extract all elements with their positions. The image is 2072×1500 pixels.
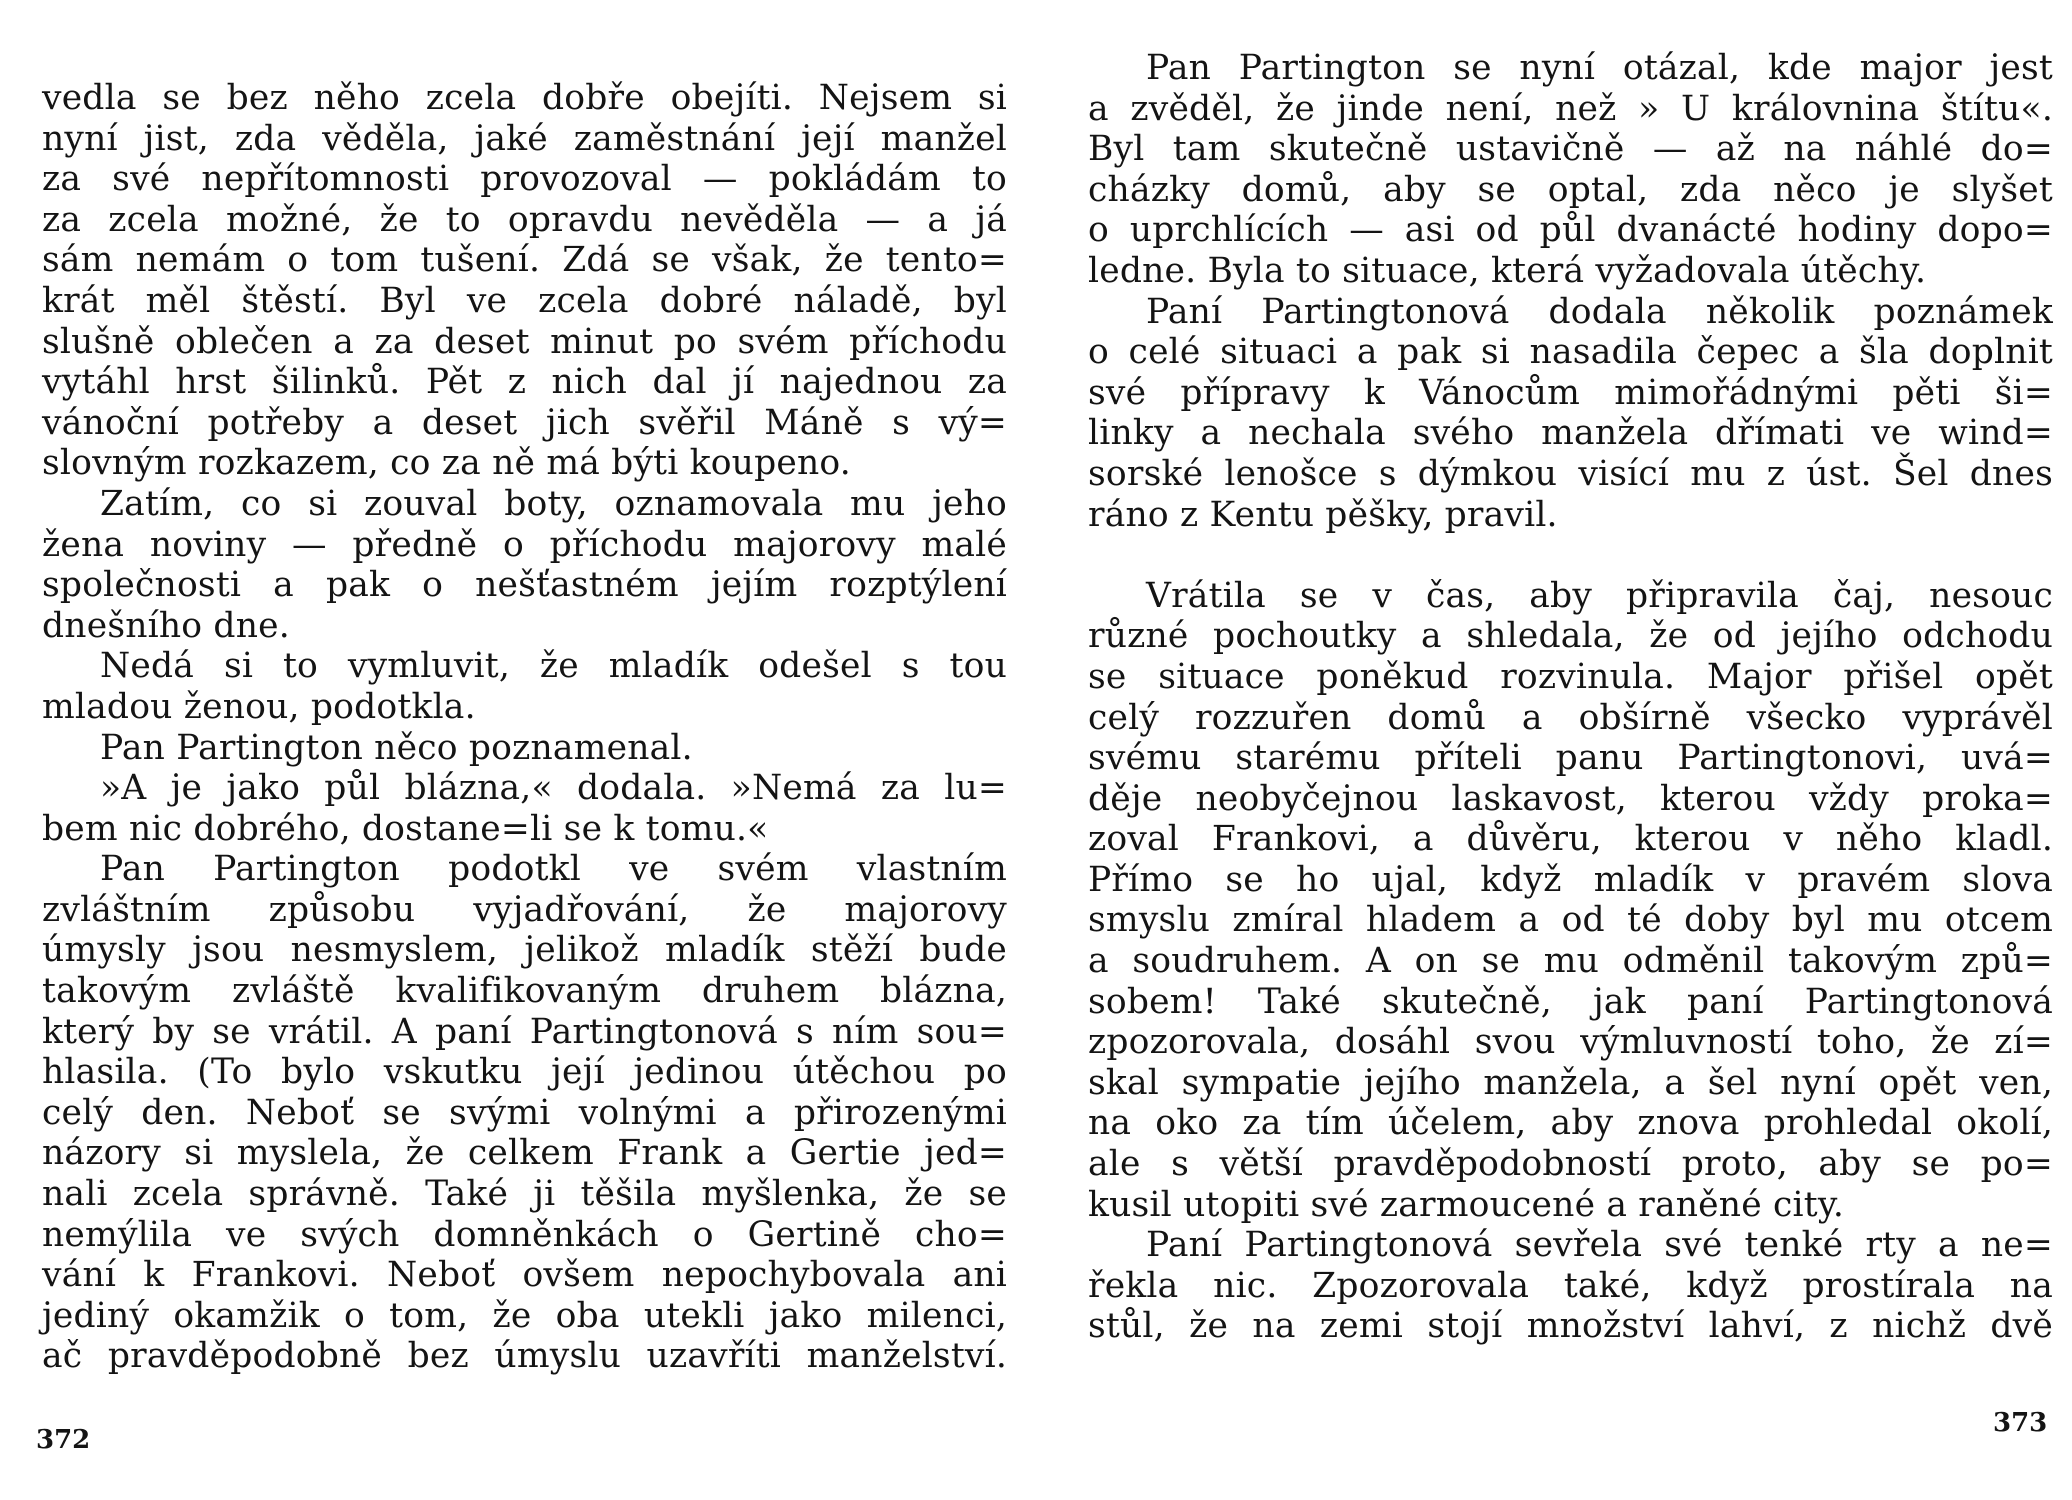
text-line: ráno z Kentu pěšky, pravil. bbox=[1088, 494, 1558, 535]
text-line: vedla se bez něho zcela dobře obejíti. Nejsem si bbox=[42, 78, 1007, 118]
text-line: skal sympatie jejího manžela, a šel nyní opět ven, bbox=[1088, 1062, 2053, 1103]
text-line: nyní jist, zda věděla, jaké zaměstnání její manžel bbox=[42, 118, 1007, 159]
text-line: žena noviny — předně o příchodu majorovy malé bbox=[42, 524, 1007, 565]
text-line: »A je jako půl blázna,« dodala. »Nemá za lu= bbox=[100, 768, 1007, 809]
left-page-text bbox=[42, 78, 1007, 1377]
text-line: o celé situaci a pak si nasadila čepec a šla doplnit bbox=[1088, 332, 2053, 373]
text-line: Vrátila se v čas, aby připravila čaj, nesouc bbox=[1146, 575, 2053, 616]
text-line: cházky domů, aby se optal, zda něco je slyšet bbox=[1088, 169, 2053, 210]
text-line: takovým zvláště kvalifikovaným druhem blázna, bbox=[42, 971, 1007, 1012]
text-line: se situace poněkud rozvinula. Major přišel opět bbox=[1088, 656, 2053, 697]
text-line: a zvěděl, že jinde není, než » U královnina štítu«. bbox=[1088, 88, 2053, 129]
text-line: celý den. Neboť se svými volnými a přirozenými bbox=[42, 1092, 1007, 1133]
text-line: linky a nechala svého manžela dřímati ve wind= bbox=[1088, 413, 2053, 454]
text-line: sobem! Také skutečně, jak paní Partingtonová bbox=[1088, 981, 2053, 1022]
text-line: slušně oblečen a za deset minut po svém příchodu bbox=[42, 321, 1007, 362]
text-line: společnosti a pak o nešťastném jejím rozptýlení bbox=[42, 565, 1007, 606]
text-line: Paní Partingtonová dodala několik poznámek bbox=[1146, 291, 2053, 332]
text-line: za zcela možné, že to opravdu nevěděla — a já bbox=[42, 199, 1007, 240]
text-line: zpozorovala, dosáhl svou výmluvností toho, že zí= bbox=[1088, 1022, 2053, 1063]
text-line: řekla nic. Zpozorovala také, když prostírala na bbox=[1088, 1265, 2053, 1306]
text-line: ale s větší pravděpodobností proto, aby se po= bbox=[1088, 1144, 2053, 1185]
text-line: sorské lenošce s dýmkou visící mu z úst. Šel dnes bbox=[1088, 453, 2053, 494]
text-line: celý rozzuřen domů a obšírně všecko vyprávěl bbox=[1088, 697, 2053, 738]
text-line: vání k Frankovi. Neboť ovšem nepochybovala ani bbox=[42, 1255, 1007, 1296]
text-line: vánoční potřeby a deset jich svěřil Máně s vý= bbox=[42, 402, 1007, 443]
right-page-number: 373 bbox=[1993, 1408, 2048, 1438]
text-line: Nedá si to vymluvit, že mladík odešel s tou bbox=[100, 646, 1007, 687]
text-line: Zatím, co si zouval boty, oznamovala mu jeho bbox=[100, 483, 1007, 524]
text-line: jediný okamžik o tom, že oba utekli jako milenci, bbox=[42, 1295, 1007, 1336]
text-line: krát měl štěstí. Byl ve zcela dobré náladě, byl bbox=[42, 280, 1007, 321]
text-line: Pan Partington podotkl ve svém vlastním bbox=[100, 849, 1007, 890]
right-page bbox=[1036, 0, 2072, 1500]
text-line: názory si myslela, že celkem Frank a Gertie jed= bbox=[42, 1133, 1007, 1174]
text-line: Přímo se ho ujal, když mladík v pravém slova bbox=[1088, 859, 2053, 900]
text-line: bem nic dobrého, dostane=li se k tomu.« bbox=[42, 808, 769, 849]
text-line: zoval Frankovi, a důvěru, kterou v něho kladl. bbox=[1088, 819, 2053, 860]
text-line: dnešního dne. bbox=[42, 605, 290, 646]
text-line: vytáhl hrst šilinků. Pět z nich dal jí najednou za bbox=[42, 362, 1007, 403]
paragraph-gap bbox=[1088, 535, 2053, 576]
text-line: stůl, že na zemi stojí množství lahví, z nichž dvě bbox=[1088, 1306, 2053, 1347]
text-line: Byl tam skutečně ustavičně — až na náhlé do= bbox=[1088, 129, 2053, 170]
text-line: své přípravy k Vánocům mimořádnými pěti ši= bbox=[1088, 372, 2053, 413]
text-line: za své nepřítomnosti provozoval — pokládám to bbox=[42, 159, 1007, 200]
text-line: sám nemám o tom tušení. Zdá se však, že tento= bbox=[42, 240, 1007, 281]
text-line: hlasila. (To bylo vskutku její jedinou útěchou po bbox=[42, 1052, 1007, 1093]
text-line: zvláštním způsobu vyjadřování, že majorovy bbox=[42, 889, 1007, 930]
text-line: který by se vrátil. A paní Partingtonová s ním sou= bbox=[42, 1011, 1007, 1052]
text-line: úmysly jsou nesmyslem, jelikož mladík stěží bude bbox=[42, 930, 1007, 971]
text-line: Pan Partington se nyní otázal, kde major jest bbox=[1146, 48, 2053, 88]
text-line: ledne. Byla to situace, která vyžadovala útěchy. bbox=[1088, 250, 1927, 291]
text-line: a soudruhem. A on se mu odměnil takovým způ= bbox=[1088, 941, 2053, 982]
text-line: nemýlila ve svých domněnkách o Gertině cho= bbox=[42, 1214, 1007, 1255]
text-line: děje neobyčejnou laskavost, kterou vždy proka= bbox=[1088, 778, 2053, 819]
right-page-text bbox=[1088, 48, 2053, 1347]
text-line: Paní Partingtonová sevřela své tenké rty a ne= bbox=[1146, 1225, 2053, 1266]
text-line: kusil utopiti své zarmoucené a raněné city. bbox=[1088, 1184, 1845, 1225]
text-line: mladou ženou, podotkla. bbox=[42, 686, 476, 727]
text-line: o uprchlících — asi od půl dvanácté hodiny dopo= bbox=[1088, 210, 2053, 251]
text-line: nali zcela správně. Také ji těšila myšlenka, že se bbox=[42, 1174, 1007, 1215]
text-line: smyslu zmíral hladem a od té doby byl mu otcem bbox=[1088, 900, 2053, 941]
text-line: svému starému příteli panu Partingtonovi, uvá= bbox=[1088, 738, 2053, 779]
text-line: Pan Partington něco poznamenal. bbox=[100, 727, 693, 768]
text-line: různé pochoutky a shledala, že od jejího odchodu bbox=[1088, 616, 2053, 657]
text-line: ač pravděpodobně bez úmyslu uzavříti manželství. bbox=[42, 1336, 1007, 1377]
left-page-number: 372 bbox=[36, 1425, 91, 1455]
text-line: slovným rozkazem, co za ně má býti koupeno. bbox=[42, 443, 851, 484]
text-line: na oko za tím účelem, aby znova prohledal okolí, bbox=[1088, 1103, 2053, 1144]
